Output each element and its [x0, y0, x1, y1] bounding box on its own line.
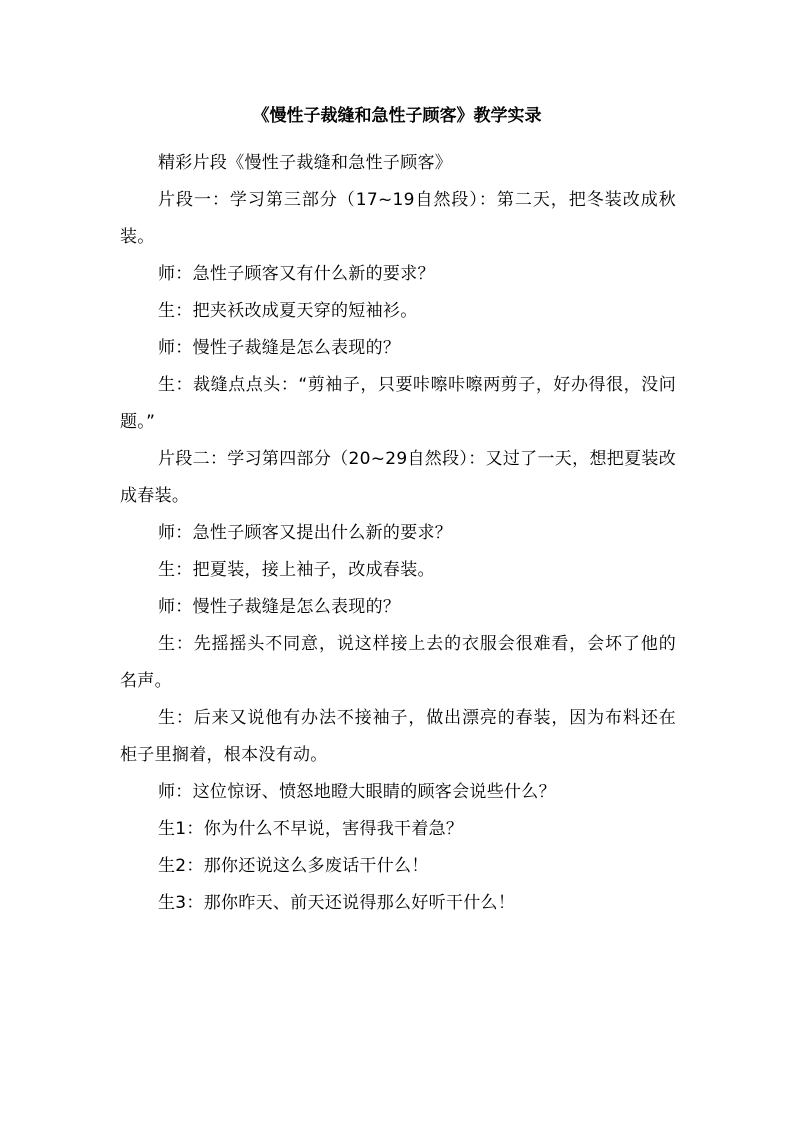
paragraph-dialogue: 生：把夹袄改成夏天穿的短袖衫。 — [158, 301, 418, 321]
paragraph-dialogue: 生3：那你昨天、前天还说得那么好听干什么！ — [158, 893, 516, 913]
paragraph-dialogue: 生：把夏装，接上袖子，改成春装。 — [158, 560, 435, 580]
paragraph-segment-one: 片段一：学习第三部分（17~19自然段）：第二天，把冬装改成秋装。 — [120, 190, 676, 247]
document-body — [120, 145, 676, 922]
paragraph-dialogue: 师：慢性子裁缝是怎么表现的？ — [158, 597, 401, 617]
paragraph-dialogue: 生1：你为什么不早说，害得我干着急？ — [158, 819, 464, 839]
paragraph-dialogue: 生：先摇摇头不同意，说这样接上去的衣服会很难看，会坏了他的名声。 — [120, 634, 676, 691]
paragraph-dialogue: 师：急性子顾客又提出什么新的要求？ — [158, 523, 453, 543]
document-title: 《慢性子裁缝和急性子顾客》教学实录 — [252, 106, 542, 126]
paragraph-dialogue: 师：这位惊讶、愤怒地瞪大眼睛的顾客会说些什么？ — [158, 782, 556, 802]
paragraph-intro: 精彩片段《慢性子裁缝和急性子顾客》 — [158, 153, 453, 173]
paragraph-segment-two: 片段二：学习第四部分（20~29自然段）：又过了一天，想把夏装改成春装。 — [120, 449, 676, 506]
paragraph-dialogue: 生：后来又说他有办法不接袖子，做出漂亮的春装，因为布料还在柜子里搁着，根本没有动。 — [120, 708, 676, 765]
paragraph-dialogue: 师：急性子顾客又有什么新的要求？ — [158, 264, 435, 284]
paragraph-dialogue: 生2：那你还说这么多废话干什么！ — [158, 856, 429, 876]
paragraph-dialogue: 师：慢性子裁缝是怎么表现的？ — [158, 338, 401, 358]
paragraph-dialogue: 生：裁缝点点头：“剪袖子，只要咔嚓咔嚓两剪子，好办得很，没问题。” — [120, 375, 676, 432]
